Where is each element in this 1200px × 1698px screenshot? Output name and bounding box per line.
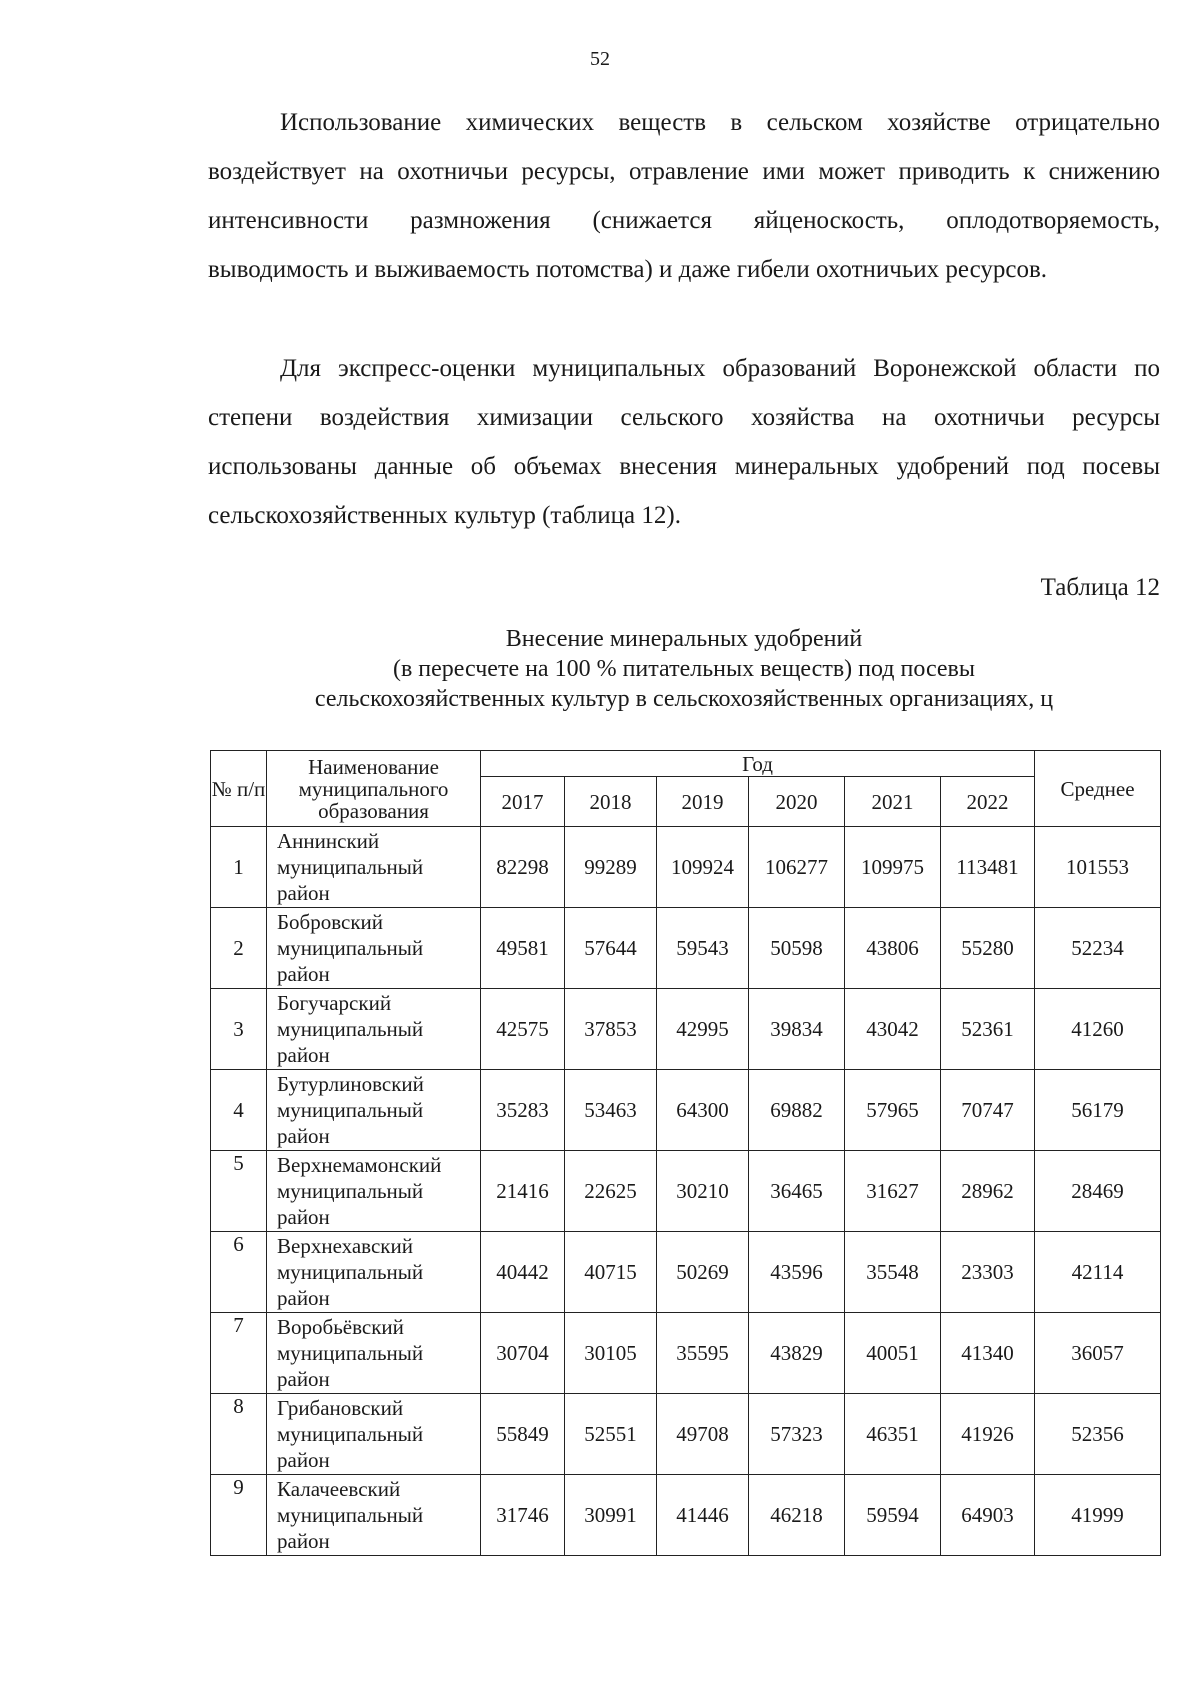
row-value-2017: 49581 bbox=[481, 908, 565, 989]
row-average: 28469 bbox=[1035, 1151, 1161, 1232]
row-value-2020: 39834 bbox=[749, 989, 845, 1070]
row-value-2018: 53463 bbox=[565, 1070, 657, 1151]
row-name bbox=[267, 1313, 481, 1394]
row-value-2021: 57965 bbox=[845, 1070, 941, 1151]
row-name-suffix-2: район bbox=[277, 962, 330, 986]
row-index: 8 bbox=[211, 1394, 267, 1475]
header-average: Среднее bbox=[1035, 751, 1161, 827]
row-value-2022: 64903 bbox=[941, 1475, 1035, 1556]
row-value-2022: 41340 bbox=[941, 1313, 1035, 1394]
header-year-2018: 2018 bbox=[565, 777, 657, 827]
row-name-suffix-2: район bbox=[277, 1286, 330, 1310]
header-year-2017: 2017 bbox=[481, 777, 565, 827]
header-name: Наименование муниципального образования bbox=[267, 751, 481, 827]
row-index: 1 bbox=[211, 827, 267, 908]
row-value-2019: 50269 bbox=[657, 1232, 749, 1313]
row-name-suffix-1: муниципальный bbox=[277, 936, 424, 960]
table-row bbox=[211, 908, 1161, 989]
row-value-2018: 57644 bbox=[565, 908, 657, 989]
header-index: № п/п bbox=[211, 751, 267, 827]
row-name-title: Бутурлиновский bbox=[277, 1072, 424, 1096]
table-row bbox=[211, 1475, 1161, 1556]
row-value-2018: 30991 bbox=[565, 1475, 657, 1556]
row-name-suffix-1: муниципальный bbox=[277, 1341, 424, 1365]
row-name-suffix-1: муниципальный bbox=[277, 1098, 424, 1122]
row-value-2021: 109975 bbox=[845, 827, 941, 908]
row-value-2017: 30704 bbox=[481, 1313, 565, 1394]
row-index: 2 bbox=[211, 908, 267, 989]
row-value-2018: 30105 bbox=[565, 1313, 657, 1394]
row-name-suffix-1: муниципальный bbox=[277, 1017, 424, 1041]
row-name-title: Верхнемамонский bbox=[277, 1153, 442, 1177]
row-name-suffix-2: район bbox=[277, 1205, 330, 1229]
table-title-line-1: Внесение минеральных удобрений bbox=[505, 626, 863, 652]
row-index: 3 bbox=[211, 989, 267, 1070]
row-average: 52234 bbox=[1035, 908, 1161, 989]
row-name bbox=[267, 1151, 481, 1232]
row-value-2021: 46351 bbox=[845, 1394, 941, 1475]
table-title bbox=[208, 624, 1160, 714]
row-name-title: Аннинский bbox=[277, 829, 380, 853]
row-name bbox=[267, 908, 481, 989]
table-title-line-2: (в пересчете на 100 % питательных веществ) под посевы bbox=[392, 656, 976, 682]
row-value-2018: 40715 bbox=[565, 1232, 657, 1313]
paragraph-2: Для экспресс-оценки муниципальных образований Воронежской области по степени воздействия химизации сельского хозяйства на охотничьи ресурсы использованы данные об объемах внесения минеральных удобрений под посевы сельскохозяйственных культур (таблица 12). bbox=[208, 355, 1160, 529]
row-name-title: Грибановский bbox=[277, 1396, 404, 1420]
row-name-suffix-1: муниципальный bbox=[277, 855, 424, 879]
row-value-2022: 23303 bbox=[941, 1232, 1035, 1313]
row-value-2020: 43829 bbox=[749, 1313, 845, 1394]
row-value-2020: 57323 bbox=[749, 1394, 845, 1475]
row-value-2022: 52361 bbox=[941, 989, 1035, 1070]
row-value-2017: 31746 bbox=[481, 1475, 565, 1556]
row-value-2021: 43042 bbox=[845, 989, 941, 1070]
row-value-2018: 37853 bbox=[565, 989, 657, 1070]
table-row bbox=[211, 1394, 1161, 1475]
row-name bbox=[267, 1475, 481, 1556]
row-value-2017: 40442 bbox=[481, 1232, 565, 1313]
row-name-suffix-2: район bbox=[277, 881, 330, 905]
table-row bbox=[211, 1232, 1161, 1313]
row-index: 5 bbox=[211, 1151, 267, 1232]
row-name-suffix-2: район bbox=[277, 1529, 330, 1553]
row-name-title: Богучарский bbox=[277, 991, 392, 1015]
row-value-2022: 70747 bbox=[941, 1070, 1035, 1151]
row-index: 4 bbox=[211, 1070, 267, 1151]
row-name-title: Верхнехавский bbox=[277, 1234, 413, 1258]
row-value-2021: 31627 bbox=[845, 1151, 941, 1232]
row-index: 6 bbox=[211, 1232, 267, 1313]
row-average: 42114 bbox=[1035, 1232, 1161, 1313]
row-value-2022: 113481 bbox=[941, 827, 1035, 908]
row-value-2019: 109924 bbox=[657, 827, 749, 908]
row-index: 7 bbox=[211, 1313, 267, 1394]
row-name-suffix-1: муниципальный bbox=[277, 1422, 424, 1446]
row-name-suffix-2: район bbox=[277, 1367, 330, 1391]
row-average: 41999 bbox=[1035, 1475, 1161, 1556]
row-value-2019: 30210 bbox=[657, 1151, 749, 1232]
row-value-2017: 82298 bbox=[481, 827, 565, 908]
row-value-2022: 55280 bbox=[941, 908, 1035, 989]
header-year-2022: 2022 bbox=[941, 777, 1035, 827]
row-value-2018: 99289 bbox=[565, 827, 657, 908]
row-name bbox=[267, 827, 481, 908]
row-name-suffix-1: муниципальный bbox=[277, 1503, 424, 1527]
row-value-2017: 42575 bbox=[481, 989, 565, 1070]
row-value-2018: 52551 bbox=[565, 1394, 657, 1475]
row-name-suffix-2: район bbox=[277, 1124, 330, 1148]
row-name-suffix-2: район bbox=[277, 1448, 330, 1472]
row-average: 41260 bbox=[1035, 989, 1161, 1070]
row-value-2021: 40051 bbox=[845, 1313, 941, 1394]
row-value-2020: 46218 bbox=[749, 1475, 845, 1556]
row-name-title: Калачеевский bbox=[277, 1477, 401, 1501]
row-value-2021: 43806 bbox=[845, 908, 941, 989]
row-name-suffix-1: муниципальный bbox=[277, 1179, 424, 1203]
row-average: 52356 bbox=[1035, 1394, 1161, 1475]
row-name bbox=[267, 1070, 481, 1151]
row-name bbox=[267, 989, 481, 1070]
header-year-2019: 2019 bbox=[657, 777, 749, 827]
table-row bbox=[211, 989, 1161, 1070]
row-average: 101553 bbox=[1035, 827, 1161, 908]
paragraph-1: Использование химических веществ в сельском хозяйстве отрицательно воздействует на охотничьи ресурсы, отравление ими может приводить к снижению интенсивности размножения (снижается яйценоскость, оплодотворяемость, выводимость и выживаемость потомства) и даже гибели охотничьих ресурсов. bbox=[208, 109, 1160, 283]
row-value-2019: 42995 bbox=[657, 989, 749, 1070]
table-row bbox=[211, 1151, 1161, 1232]
row-value-2020: 43596 bbox=[749, 1232, 845, 1313]
table-title-line-3: сельскохозяйственных культур в сельскохозяйственных организациях, ц bbox=[314, 686, 1054, 712]
fertilizer-table bbox=[210, 750, 1161, 1556]
row-value-2017: 21416 bbox=[481, 1151, 565, 1232]
table-row bbox=[211, 827, 1161, 908]
row-name bbox=[267, 1394, 481, 1475]
row-value-2019: 59543 bbox=[657, 908, 749, 989]
row-average: 56179 bbox=[1035, 1070, 1161, 1151]
row-value-2018: 22625 bbox=[565, 1151, 657, 1232]
row-value-2021: 35548 bbox=[845, 1232, 941, 1313]
row-value-2022: 41926 bbox=[941, 1394, 1035, 1475]
header-year-2021: 2021 bbox=[845, 777, 941, 827]
row-name bbox=[267, 1232, 481, 1313]
row-value-2020: 50598 bbox=[749, 908, 845, 989]
row-value-2020: 36465 bbox=[749, 1151, 845, 1232]
row-value-2019: 35595 bbox=[657, 1313, 749, 1394]
row-name-suffix-1: муниципальный bbox=[277, 1260, 424, 1284]
row-value-2020: 106277 bbox=[749, 827, 845, 908]
row-value-2019: 49708 bbox=[657, 1394, 749, 1475]
row-value-2017: 55849 bbox=[481, 1394, 565, 1475]
row-value-2017: 35283 bbox=[481, 1070, 565, 1151]
row-index: 9 bbox=[211, 1475, 267, 1556]
row-value-2021: 59594 bbox=[845, 1475, 941, 1556]
table-row bbox=[211, 1313, 1161, 1394]
header-year-group: Год bbox=[481, 751, 1035, 777]
row-value-2022: 28962 bbox=[941, 1151, 1035, 1232]
row-name-suffix-2: район bbox=[277, 1043, 330, 1067]
table-label: Таблица 12 bbox=[1040, 574, 1160, 601]
row-value-2019: 41446 bbox=[657, 1475, 749, 1556]
table-row bbox=[211, 1070, 1161, 1151]
row-average: 36057 bbox=[1035, 1313, 1161, 1394]
page-number: 52 bbox=[590, 48, 610, 70]
row-name-title: Воробьёвский bbox=[277, 1315, 404, 1339]
header-year-2020: 2020 bbox=[749, 777, 845, 827]
row-value-2019: 64300 bbox=[657, 1070, 749, 1151]
row-name-title: Бобровский bbox=[277, 910, 384, 934]
row-value-2020: 69882 bbox=[749, 1070, 845, 1151]
